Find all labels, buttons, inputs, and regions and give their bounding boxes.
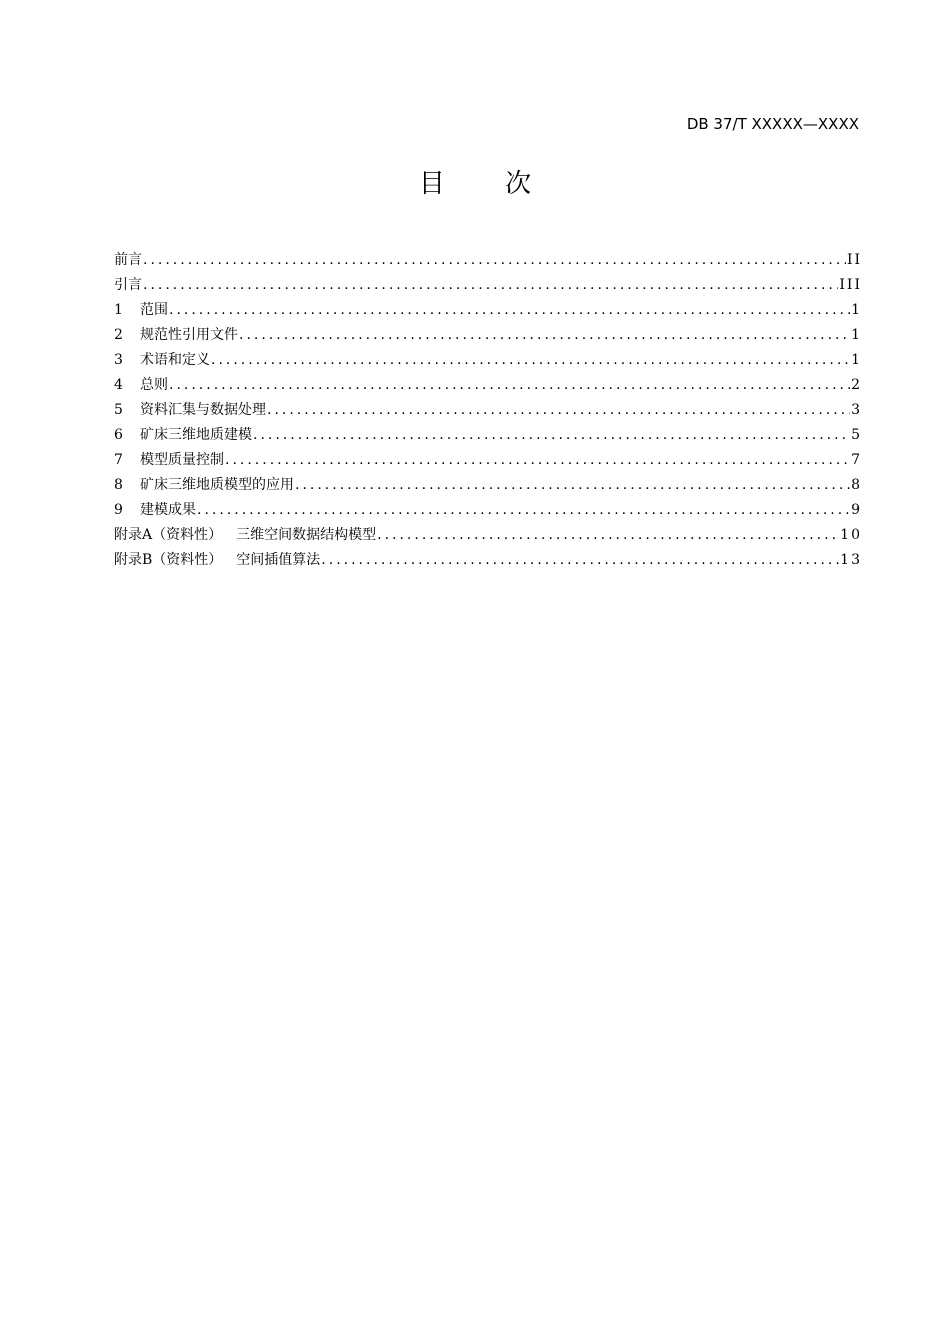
toc-page-number: 13 — [840, 552, 862, 568]
toc-section-number: 3 — [114, 352, 123, 368]
table-of-contents — [114, 248, 860, 573]
toc-page-number: II — [846, 252, 862, 268]
toc-entry-terms-definitions[interactable] — [114, 348, 860, 373]
toc-page-number: 2 — [851, 377, 862, 393]
toc-dot-leader — [253, 423, 850, 448]
toc-dot-leader — [169, 298, 850, 323]
toc-entry-label: 三维空间数据结构模型 — [236, 527, 377, 543]
toc-page-number: 9 — [851, 502, 862, 518]
toc-page-number: 5 — [851, 427, 862, 443]
toc-entry-foreword[interactable] — [114, 248, 860, 273]
toc-section-number: 9 — [114, 502, 123, 518]
toc-dot-leader — [197, 498, 850, 523]
toc-section-number: 8 — [114, 477, 123, 493]
toc-section-number: 4 — [114, 377, 123, 393]
toc-dot-leader — [377, 523, 839, 548]
toc-entry-modeling-results[interactable] — [114, 498, 860, 523]
toc-entry-data-collection[interactable] — [114, 398, 860, 423]
toc-dot-leader — [239, 323, 850, 348]
toc-entry-label: 空间插值算法 — [236, 552, 321, 568]
toc-entry-label: 建模成果 — [140, 502, 196, 518]
toc-entry-label: 总则 — [140, 377, 168, 393]
toc-section-number: 2 — [114, 327, 123, 343]
toc-entry-scope[interactable] — [114, 298, 860, 323]
toc-section-number: 5 — [114, 402, 123, 418]
toc-entry-appendix-b[interactable] — [114, 548, 860, 573]
toc-appendix-label: 附录A（资料性） — [114, 527, 223, 543]
toc-entry-label: 矿床三维地质模型的应用 — [140, 477, 294, 493]
toc-section-number: 6 — [114, 427, 123, 443]
toc-entry-label: 规范性引用文件 — [140, 327, 238, 343]
toc-appendix-label: 附录B（资料性） — [114, 552, 223, 568]
toc-entry-model-application[interactable] — [114, 473, 860, 498]
toc-entry-quality-control[interactable] — [114, 448, 860, 473]
toc-section-number: 1 — [114, 302, 123, 318]
toc-dot-leader — [295, 473, 850, 498]
toc-dot-leader — [143, 273, 838, 298]
document-code: DB 37/T XXXXX—XXXX — [686, 115, 859, 133]
toc-page-number: III — [839, 277, 862, 293]
toc-entry-label: 模型质量控制 — [140, 452, 224, 468]
toc-title: 目 次 — [418, 169, 558, 199]
toc-section-number: 7 — [114, 452, 123, 468]
toc-entry-label: 矿床三维地质建模 — [140, 427, 252, 443]
toc-entry-label: 范围 — [140, 302, 168, 318]
toc-entry-label: 术语和定义 — [140, 352, 210, 368]
toc-entry-label: 资料汇集与数据处理 — [140, 402, 266, 418]
toc-entry-appendix-a[interactable] — [114, 523, 860, 548]
toc-dot-leader — [321, 548, 839, 573]
toc-page-number: 3 — [851, 402, 862, 418]
toc-page-number: 7 — [851, 452, 862, 468]
toc-entry-label: 前言 — [114, 252, 142, 268]
toc-entry-introduction[interactable] — [114, 273, 860, 298]
toc-page-number: 8 — [851, 477, 862, 493]
toc-page-number: 1 — [851, 352, 862, 368]
toc-entry-label: 引言 — [114, 277, 142, 293]
toc-dot-leader — [211, 348, 850, 373]
toc-page-number: 1 — [851, 302, 862, 318]
toc-page-number: 10 — [840, 527, 862, 543]
toc-entry-general[interactable] — [114, 373, 860, 398]
toc-dot-leader — [169, 373, 850, 398]
toc-entry-normative-references[interactable] — [114, 323, 860, 348]
toc-dot-leader — [225, 448, 850, 473]
toc-page-number: 1 — [851, 327, 862, 343]
toc-dot-leader — [267, 398, 850, 423]
toc-entry-3d-modeling[interactable] — [114, 423, 860, 448]
toc-dot-leader — [143, 248, 846, 273]
